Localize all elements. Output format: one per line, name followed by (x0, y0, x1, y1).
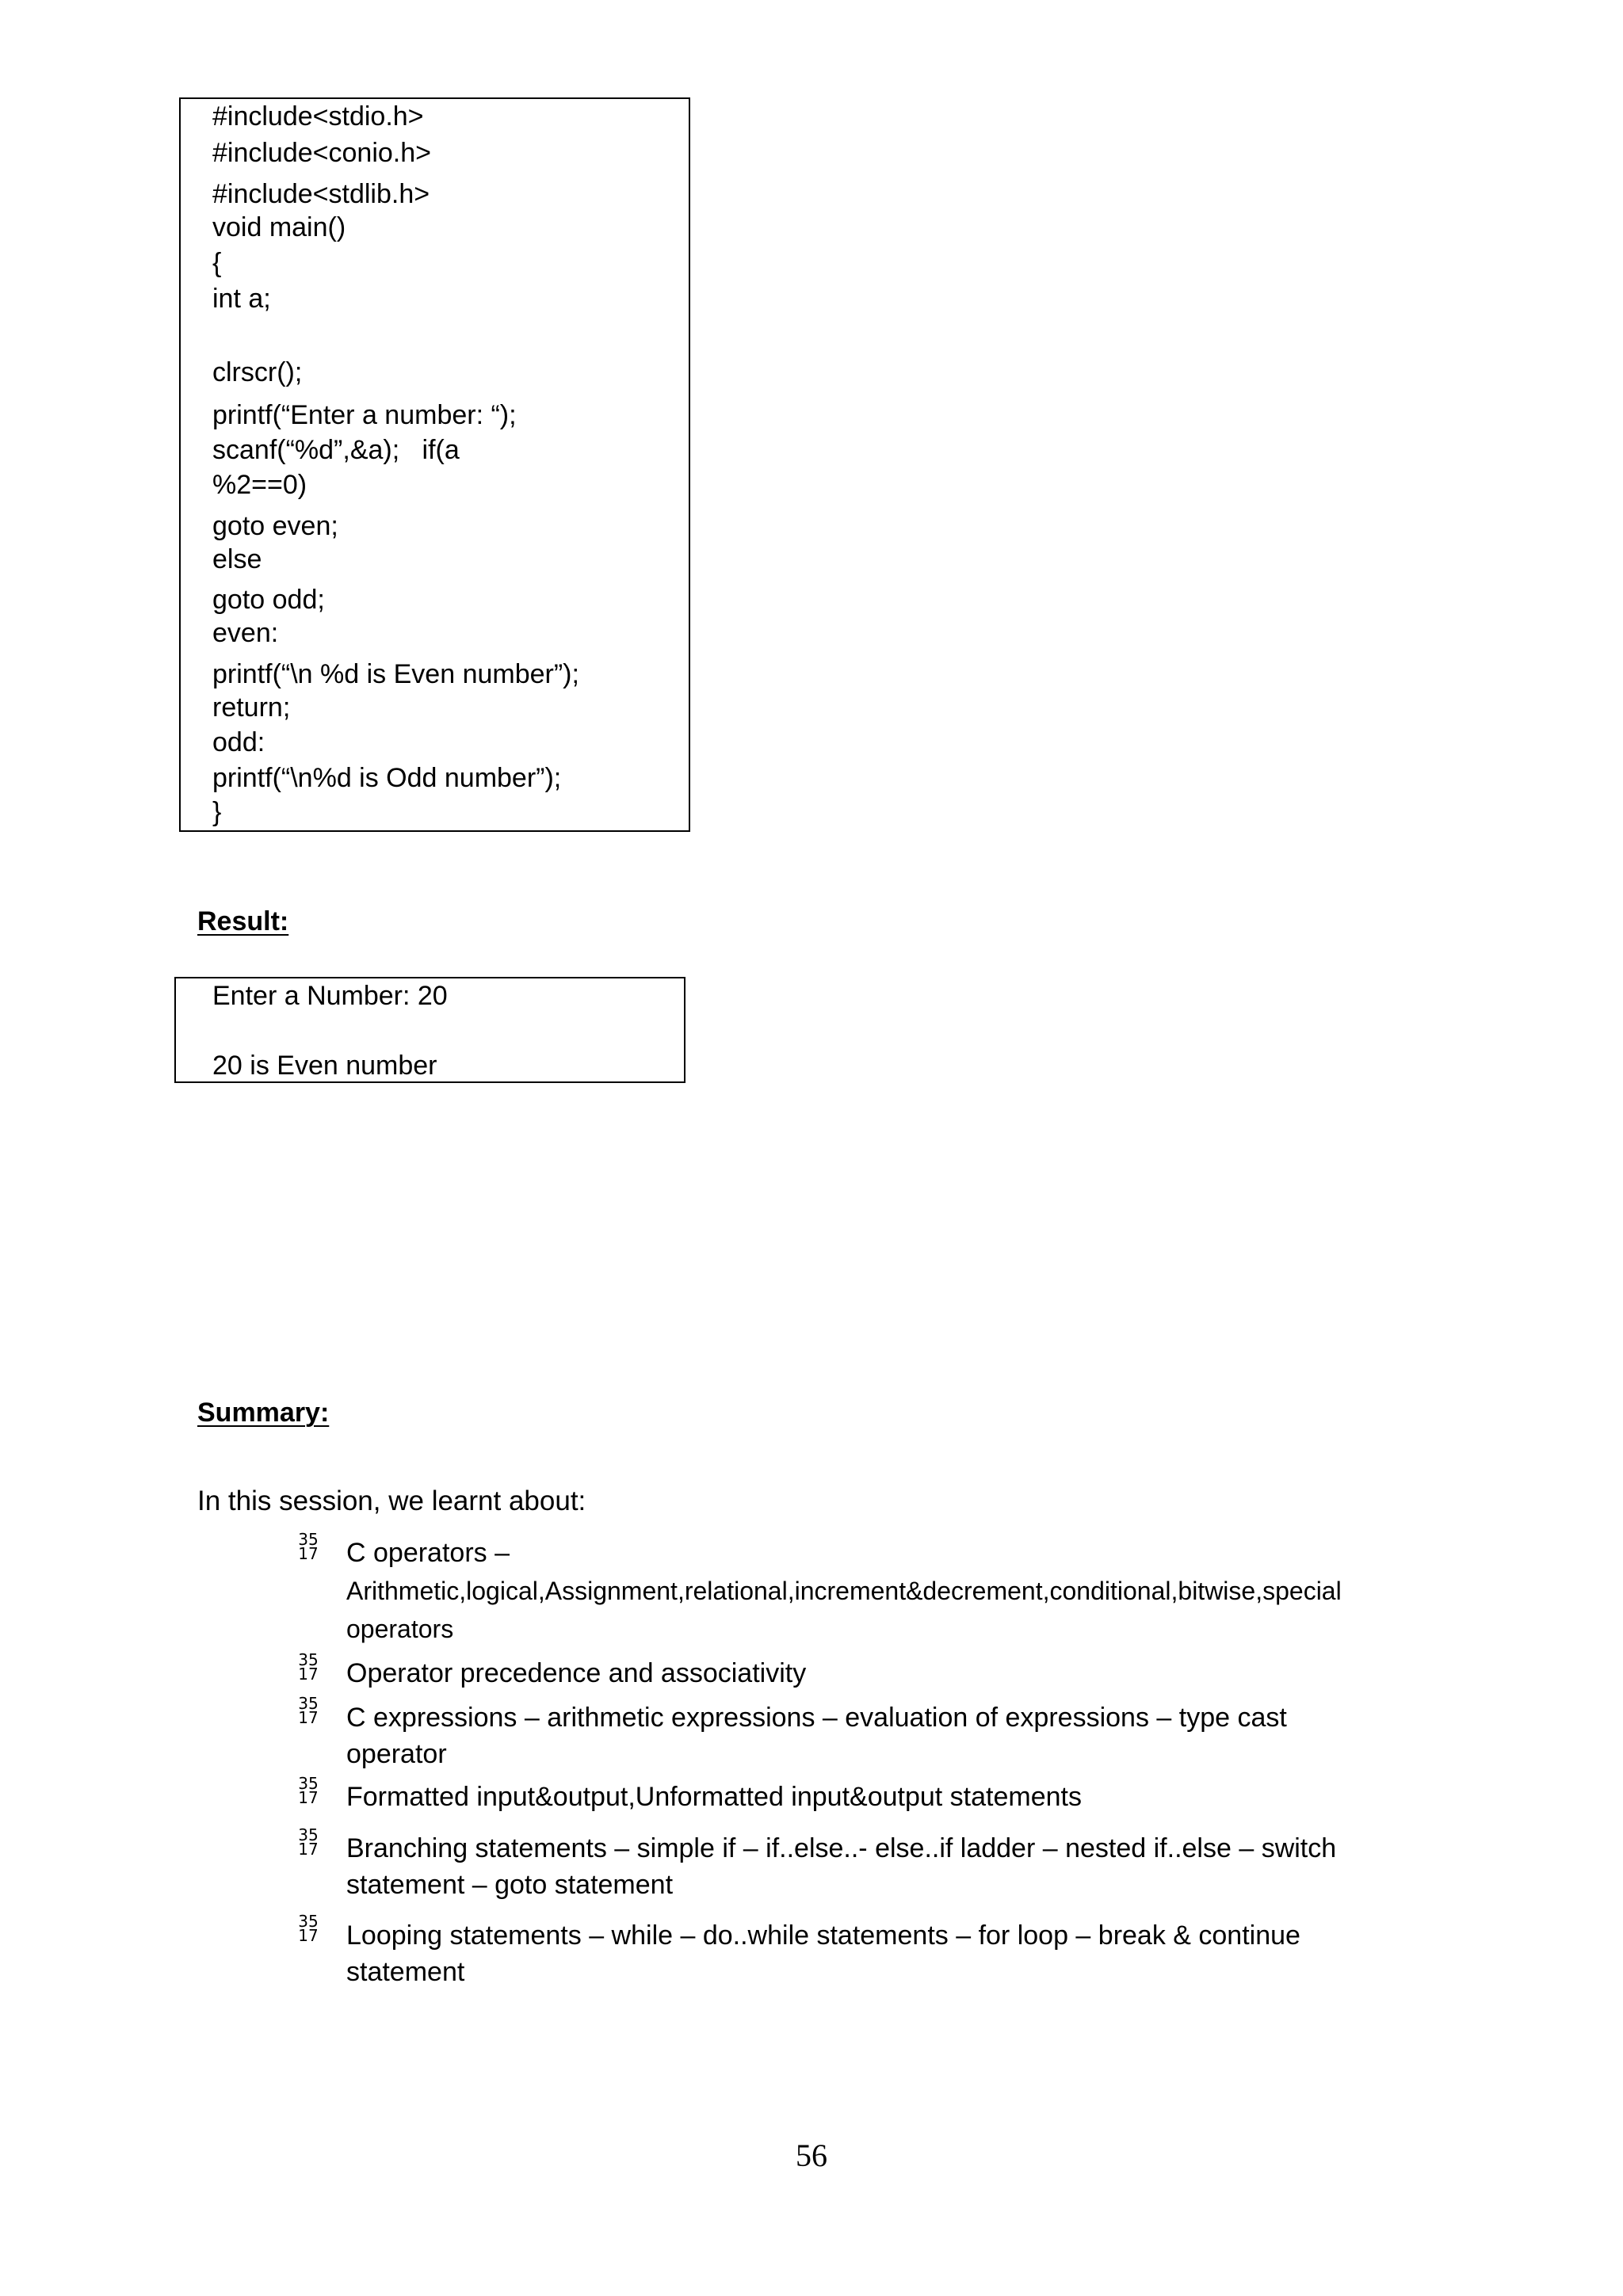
bullet-icon: 35 17 (298, 1694, 319, 1727)
bullet-icon: 35 17 (298, 1650, 319, 1684)
bullet-icon: 35 17 (298, 1774, 319, 1807)
summary-item: Looping statements – while – do..while statements – for loop – break & continue statement (346, 1920, 1300, 1987)
summary-heading: Summary: (197, 1398, 330, 1428)
code-line: printf(“Enter a number: “); (212, 400, 517, 430)
code-line: printf(“\n %d is Even number”); (212, 659, 579, 689)
code-line: int a; (212, 284, 271, 314)
code-listing-box (179, 97, 690, 832)
summary-item-continued: Arithmetic,logical,Assignment,relational,increment&decrement,conditional,bitwise,special operators (346, 1577, 1342, 1643)
code-line: odd: (212, 727, 265, 757)
code-line: goto even; (212, 511, 338, 541)
code-line: clrscr(); (212, 357, 303, 387)
bullet-icon: 35 17 (298, 1530, 319, 1563)
result-heading: Result: (197, 906, 289, 936)
summary-item: Branching statements – simple if – if..else..- else..if ladder – nested if..else – switch statement – goto statement (346, 1833, 1337, 1900)
code-line: %2==0) (212, 470, 307, 500)
summary-item: Formatted input&output,Unformatted input&output statements (346, 1782, 1082, 1812)
code-line: even: (212, 618, 279, 648)
code-line: } (212, 797, 222, 827)
result-output-box (174, 977, 685, 1083)
code-line: #include<stdio.h> (212, 101, 424, 132)
code-line: #include<stdlib.h> (212, 179, 430, 209)
code-line: #include<conio.h> (212, 138, 432, 168)
summary-item: C expressions – arithmetic expressions – evaluation of expressions – type cast operator (346, 1703, 1287, 1769)
summary-intro: In this session, we learnt about: (197, 1486, 586, 1516)
summary-item: Operator precedence and associativity (346, 1658, 807, 1688)
bullet-icon: 35 17 (298, 1825, 319, 1859)
code-line: { (212, 248, 222, 278)
code-line: scanf(“%d”,&a); if(a (212, 435, 460, 465)
result-line: Enter a Number: 20 (212, 981, 448, 1011)
page-number: 56 (796, 2138, 827, 2173)
bullet-icon: 35 17 (298, 1912, 319, 1945)
result-line: 20 is Even number (212, 1051, 437, 1081)
code-line: goto odd; (212, 585, 325, 615)
code-line: return; (212, 692, 291, 723)
code-line: void main() (212, 212, 346, 242)
summary-item: C operators – (346, 1538, 510, 1568)
code-line: printf(“\n%d is Odd number”); (212, 763, 562, 793)
code-line: else (212, 544, 262, 574)
